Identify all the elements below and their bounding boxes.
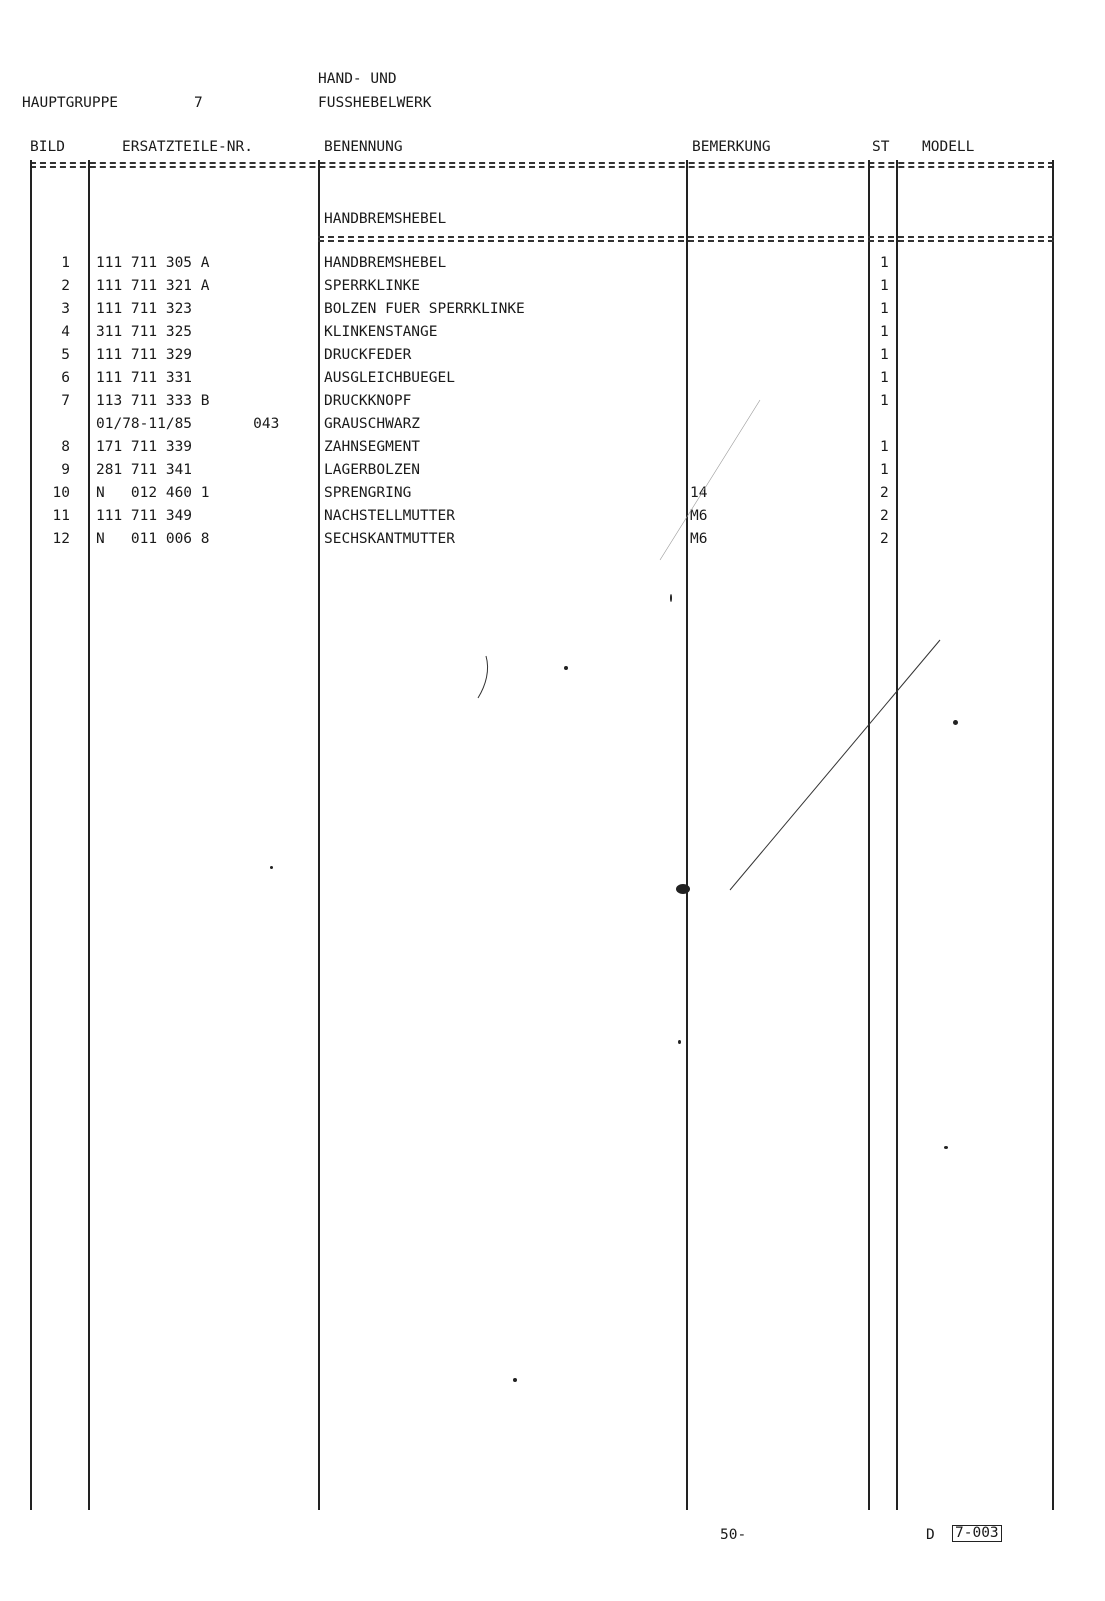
scan-speck	[670, 594, 672, 602]
cell-part-number: 111 711 323	[96, 301, 193, 317]
cell-bild: 1	[61, 255, 70, 271]
group-label: HAUPTGRUPPE	[22, 95, 119, 111]
column-header-nr: ERSATZTEILE-NR.	[122, 139, 253, 155]
cell-benennung: ZAHNSEGMENT	[324, 439, 421, 455]
cell-quantity: 2	[880, 485, 889, 501]
cell-bild: 9	[61, 462, 70, 478]
column-header-bemerkung: BEMERKUNG	[692, 139, 771, 155]
cell-quantity: 1	[880, 370, 889, 386]
column-header-st: ST	[872, 139, 890, 155]
scan-speck	[564, 666, 568, 670]
cell-quantity: 2	[880, 531, 889, 547]
scan-speck	[953, 720, 958, 725]
cell-bild: 2	[61, 278, 70, 294]
cell-bild: 7	[61, 393, 70, 409]
cell-bild: 11	[52, 508, 70, 524]
title-line-2: FUSSHEBELWERK	[318, 95, 432, 111]
cell-bild: 3	[61, 301, 70, 317]
cell-quantity: 1	[880, 462, 889, 478]
cell-quantity: 1	[880, 347, 889, 363]
cell-bild: 12	[52, 531, 70, 547]
cell-part-number: 111 711 305 A	[96, 255, 210, 271]
cell-benennung: NACHSTELLMUTTER	[324, 508, 455, 524]
cell-benennung: DRUCKFEDER	[324, 347, 412, 363]
section-title: HANDBREMSHEBEL	[324, 211, 447, 227]
cell-part-number: 113 711 333 B	[96, 393, 210, 409]
cell-part-number: 111 711 331	[96, 370, 193, 386]
cell-bemerkung: 14	[690, 485, 708, 501]
scan-speck	[678, 1040, 681, 1044]
cell-benennung: SECHSKANTMUTTER	[324, 531, 455, 547]
cell-quantity: 1	[880, 278, 889, 294]
column-header-bild: BILD	[30, 139, 65, 155]
column-header-modell: MODELL	[922, 139, 975, 155]
cell-benennung: KLINKENSTANGE	[324, 324, 438, 340]
cell-part-number: 311 711 325	[96, 324, 193, 340]
cell-part-number: N 012 460 1	[96, 485, 210, 501]
cell-benennung: LAGERBOLZEN	[324, 462, 421, 478]
cell-quantity: 1	[880, 301, 889, 317]
scan-speck	[676, 884, 690, 894]
cell-bemerkung: M6	[690, 531, 708, 547]
scan-speck	[944, 1146, 948, 1149]
cell-quantity: 1	[880, 393, 889, 409]
cell-part-number: N 011 006 8	[96, 531, 210, 547]
cell-bild: 8	[61, 439, 70, 455]
cell-part-number: 111 711 321 A	[96, 278, 210, 294]
cell-part-number: 281 711 341	[96, 462, 193, 478]
scan-speck	[270, 866, 273, 869]
cell-part-number: 111 711 349	[96, 508, 193, 524]
cell-quantity: 2	[880, 508, 889, 524]
cell-quantity: 1	[880, 439, 889, 455]
page-code: 7-003	[952, 1525, 1002, 1542]
cell-bild: 4	[61, 324, 70, 340]
cell-benennung: SPERRKLINKE	[324, 278, 421, 294]
title-line-1: HAND- UND	[318, 71, 397, 87]
cell-part-number: 171 711 339	[96, 439, 193, 455]
cell-bild: 6	[61, 370, 70, 386]
cell-bild: 5	[61, 347, 70, 363]
group-number: 7	[194, 95, 203, 111]
scan-speck	[513, 1378, 517, 1382]
cell-benennung: DRUCKKNOPF	[324, 393, 412, 409]
cell-benennung: SPRENGRING	[324, 485, 412, 501]
cell-benennung: BOLZEN FUER SPERRKLINKE	[324, 301, 525, 317]
page-number: 50-	[720, 1527, 747, 1543]
cell-quantity: 1	[880, 255, 889, 271]
cell-benennung: HANDBREMSHEBEL	[324, 255, 447, 271]
cell-benennung: AUSGLEICHBUEGEL	[324, 370, 455, 386]
cell-bild: 10	[52, 485, 70, 501]
cell-quantity: 1	[880, 324, 889, 340]
cell-part-number: 111 711 329	[96, 347, 193, 363]
column-header-benennung: BENENNUNG	[324, 139, 403, 155]
cell-part-number: 01/78-11/85 043	[96, 416, 280, 432]
language-code: D	[926, 1527, 935, 1543]
cell-bemerkung: M6	[690, 508, 708, 524]
cell-benennung: GRAUSCHWARZ	[324, 416, 421, 432]
